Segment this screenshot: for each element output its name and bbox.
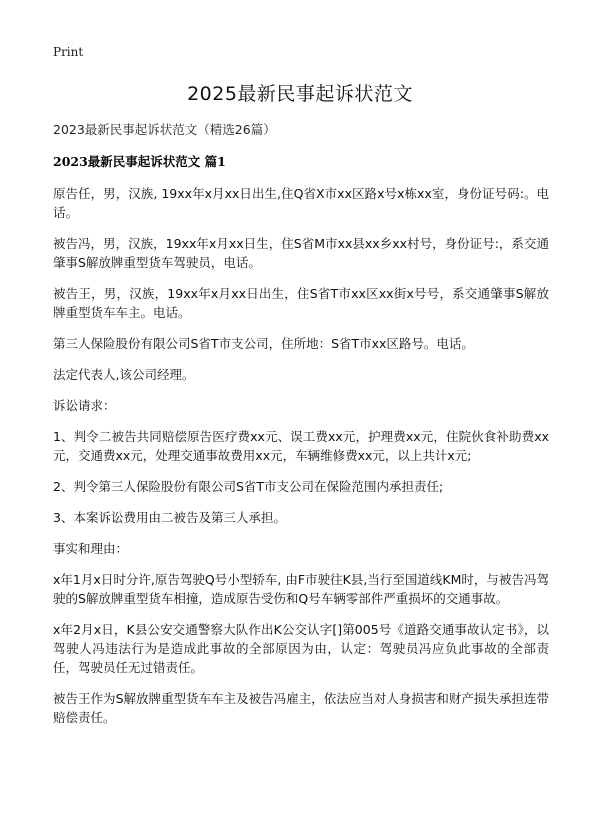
document-body [53, 122, 549, 739]
paragraph-claim-3: 3、本案诉讼费用由二被告及第三人承担。 [53, 510, 286, 525]
paragraph-facts-1: x年1月x日时分许,原告驾驶Q号小型轿车, 由F市驶往K县,当行至国道线KM时，与被告冯驾驶的S解放牌重型货车相撞，造成原告受伤和Q号车辆零部件严重损坏的交通事故。 [53, 572, 549, 606]
paragraph-facts-2: x年2月x日，K县公安交通警察大队作出K公交认字[]第005号《道路交通事故认定书》，以驾驶人冯违法行为是造成此事故的全部原因为由，认定：驾驶员冯应负此事故的全部责任，驾驶员任无过错责任。 [53, 622, 549, 675]
paragraph-facts-heading: 事实和理由： [53, 541, 129, 556]
paragraph-defendant-wang: 被告王，男，汉族，19xx年x月xx日出生，住S省T市xx区xx街x号号，系交通肇事S解放牌重型货车车主。电话。 [53, 286, 549, 320]
paragraph-defendant-feng: 被告冯，男，汉族，19xx年x月xx日生，住S省M市xx县xx乡xx村号，身份证号:，系交通肇事S解放牌重型货车驾驶员，电话。 [53, 236, 549, 270]
paragraph-claims-heading: 诉讼请求： [53, 398, 116, 413]
print-label: Print [53, 45, 84, 59]
paragraph-plaintiff: 原告任，男，汉族, 19xx年x月xx日出生,住Q省X市xx区路x号x栋xx室，身份证号码:。电话。 [53, 186, 549, 220]
paragraph-claim-1: 1、判令二被告共同赔偿原告医疗费xx元、误工费xx元，护理费xx元，住院伙食补助费xx元，交通费xx元，处理交通事故费用xx元，车辆维修费xx元，以上共计x元; [53, 429, 549, 463]
paragraph-legal-representative: 法定代表人,该公司经理。 [53, 367, 195, 382]
paragraph-claim-2: 2、判令第三人保险股份有限公司S省T市支公司在保险范围内承担责任; [53, 479, 444, 494]
section-heading: 2023最新民事起诉状范文 篇1 [53, 154, 226, 169]
paragraph-facts-3: 被告王作为S解放牌重型货车车主及被告冯雇主，依法应当对人身损害和财产损失承担连带赔偿责任。 [53, 691, 549, 725]
document-title: 2025最新民事起诉状范文 [187, 83, 413, 105]
paragraph-third-party: 第三人保险股份有限公司S省T市支公司，住所地：S省T市xx区路号。电话。 [53, 336, 474, 351]
document-subtitle: 2023最新民事起诉状范文（精选26篇） [53, 122, 276, 137]
